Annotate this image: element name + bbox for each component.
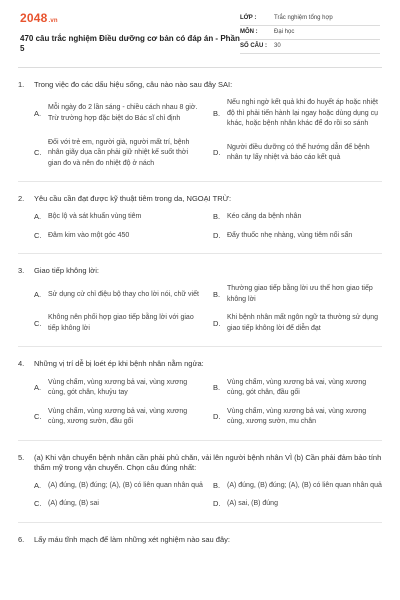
- question-text: Yêu cầu cần đạt được kỹ thuật tiêm trong da, NGOẠI TRỪ:: [34, 194, 232, 204]
- option-letter: B.: [213, 289, 221, 299]
- option-text: Không nên phối hợp giao tiếp bằng lời với giao tiếp không lời: [48, 314, 194, 332]
- option-letter: A.: [34, 480, 42, 490]
- option-letter: A.: [34, 212, 42, 222]
- question-stem: [18, 535, 382, 545]
- question-text: Trong việc đo các dấu hiệu sống, câu nào nào sau đây SAI:: [34, 80, 233, 89]
- option-text: Đẩy thuốc nhẹ nhàng, vùng tiêm nổi sẩn: [227, 231, 353, 239]
- question-number: 6.: [18, 534, 25, 544]
- meta-row-class: [240, 12, 380, 26]
- option-letter: D.: [213, 230, 221, 240]
- question-stem: [18, 453, 382, 473]
- option-text: Bộc lộ và sát khuẩn vùng tiêm: [48, 213, 142, 221]
- option-text: Thường giao tiếp bằng lời ưu thế hơn giao tiếp không lời: [227, 285, 373, 303]
- question: [18, 535, 382, 565]
- question-stem: [18, 80, 382, 90]
- answer-option-d[interactable]: [213, 407, 382, 428]
- option-text: Sử dụng cử chỉ điệu bộ thay cho lời nói, chữ viết: [48, 290, 199, 298]
- document-meta: [240, 12, 380, 54]
- question: [18, 453, 382, 523]
- logo-main: 2048: [20, 11, 48, 25]
- answer-option-a[interactable]: [34, 212, 203, 223]
- option-letter: B.: [213, 480, 221, 490]
- answer-options: [18, 212, 382, 241]
- option-letter: C.: [34, 411, 42, 421]
- option-letter: D.: [213, 148, 221, 158]
- option-text: (A) đúng, (B) sai: [48, 500, 99, 508]
- answer-option-c[interactable]: [34, 407, 203, 428]
- question-text: (a) Khi vận chuyển bệnh nhân cần phải phủ chăn, vải lên người bệnh nhân VÌ (b) Cần phải đảm bảo tính thẩm mỹ trong vận chuyển. Chọn câu đúng nhất:: [34, 452, 382, 472]
- answer-option-a[interactable]: [34, 98, 203, 130]
- question-number: 4.: [18, 359, 25, 369]
- question-number: 1.: [18, 80, 25, 89]
- option-letter: C.: [34, 230, 42, 240]
- question-number: 2.: [18, 194, 25, 204]
- meta-value: Đại học: [274, 29, 295, 36]
- answer-option-a[interactable]: [34, 378, 203, 399]
- option-text: Vùng chẩm, vùng xương bả vai, vùng xương cùng, gót chân, đầu gối: [227, 378, 367, 396]
- logo-tld: .vn: [48, 18, 58, 24]
- question-text: Lấy máu tĩnh mạch để làm những xét nghiệm nào sau đây:: [34, 534, 230, 544]
- question-number: 3.: [18, 266, 25, 276]
- question: [18, 266, 382, 347]
- meta-key: MÔN :: [240, 29, 258, 36]
- option-text: Người điều dưỡng có thể hướng dẫn để bệnh nhân tự lấy nhiệt và báo cáo kết quả: [227, 143, 370, 162]
- option-text: Khi bệnh nhân mất ngôn ngữ ta thường sử dụng giao tiếp không lời để diễn đạt: [227, 314, 378, 332]
- option-letter: D.: [213, 318, 221, 328]
- option-letter: A.: [34, 108, 42, 118]
- answer-options: [18, 284, 382, 334]
- option-letter: D.: [213, 499, 221, 509]
- option-letter: B.: [213, 382, 221, 392]
- answer-options: [18, 481, 382, 510]
- answer-option-d[interactable]: [213, 231, 382, 242]
- question-text: Giao tiếp không lời:: [34, 266, 99, 276]
- option-text: Mỗi ngày đo 2 lần sáng - chiều cách nhau 8 giờ. Trừ trường hợp đặc biệt do Bác sĩ chỉ định: [48, 104, 198, 122]
- option-text: Vùng chẩm, vùng xương bả vai, vùng xương cùng, gót chân, khuỷu tay: [48, 378, 188, 396]
- answer-option-c[interactable]: [34, 231, 203, 242]
- meta-key: SỐ CÂU :: [240, 43, 267, 50]
- question-text: Những vị trí dễ bị loét ép khi bệnh nhân nằm ngửa:: [34, 359, 204, 369]
- question: [18, 359, 382, 440]
- option-text: Vùng chẩm, vùng xương bả vai, vùng xương cùng, xương sườn, mu chân: [227, 407, 367, 425]
- answer-option-b[interactable]: [213, 378, 382, 399]
- answer-option-b[interactable]: [213, 98, 382, 130]
- answer-option-c[interactable]: [34, 499, 203, 510]
- answer-option-b[interactable]: [213, 481, 382, 492]
- meta-value: 30: [274, 43, 281, 50]
- question-stem: [18, 266, 382, 276]
- answer-options: [18, 378, 382, 428]
- question-list: [18, 68, 382, 565]
- answer-option-d[interactable]: [213, 499, 382, 510]
- option-text: Đối với trẻ em, người già, người mất trí, bệnh nhân giãy dụa cần phải giữ nhiệt kế suốt thời gian đo và nên đo nhiệt độ ở nách: [48, 138, 190, 167]
- answer-option-b[interactable]: [213, 284, 382, 305]
- answer-option-c[interactable]: [34, 138, 203, 170]
- option-letter: A.: [34, 289, 42, 299]
- option-letter: B.: [213, 212, 221, 222]
- answer-option-a[interactable]: [34, 284, 203, 305]
- question-stem: [18, 194, 382, 204]
- option-text: (A) đúng, (B) đúng; (A), (B) có liên quan nhân quả: [227, 481, 382, 489]
- answer-option-b[interactable]: [213, 212, 382, 223]
- question-stem: [18, 359, 382, 369]
- option-text: (A) đúng, (B) đúng; (A), (B) có liên quan nhân quả: [48, 481, 203, 489]
- option-letter: B.: [213, 108, 221, 118]
- answer-option-c[interactable]: [34, 313, 203, 334]
- question: [18, 80, 382, 182]
- option-text: Nếu nghi ngờ kết quả khi đo huyết áp hoặc nhiệt độ thì phải tiến hành lại ngay hoặc dùng dụng cụ khác, hoặc bệnh nhân khác để đo rồi so sánh: [227, 99, 379, 128]
- option-text: Đâm kim vào một góc 450: [48, 231, 130, 239]
- answer-options: [18, 98, 382, 169]
- answer-option-d[interactable]: [213, 138, 382, 170]
- option-text: Vùng chẩm, vùng xương bả vai, vùng xương cùng, xương sườn, đầu gối: [48, 407, 188, 425]
- option-text: Kéo căng da bệnh nhân: [227, 213, 302, 221]
- answer-option-a[interactable]: [34, 481, 203, 492]
- option-letter: C.: [34, 499, 42, 509]
- meta-row-count: [240, 40, 380, 54]
- question-number: 5.: [18, 452, 25, 462]
- option-letter: C.: [34, 318, 42, 328]
- option-letter: D.: [213, 411, 221, 421]
- option-text: (A) sai, (B) đúng: [227, 500, 278, 508]
- meta-value: Trắc nghiệm tổng hợp: [274, 15, 333, 22]
- answer-option-d[interactable]: [213, 313, 382, 334]
- option-letter: A.: [34, 382, 42, 392]
- document-header: [18, 0, 382, 68]
- document-title: 470 câu trắc nghiệm Điều dưỡng cơ bản có đáp án - Phần 5: [20, 34, 240, 54]
- option-letter: C.: [34, 148, 42, 158]
- site-logo[interactable]: [20, 10, 58, 26]
- meta-key: LỚP :: [240, 15, 257, 22]
- meta-row-subject: [240, 26, 380, 40]
- question: [18, 194, 382, 254]
